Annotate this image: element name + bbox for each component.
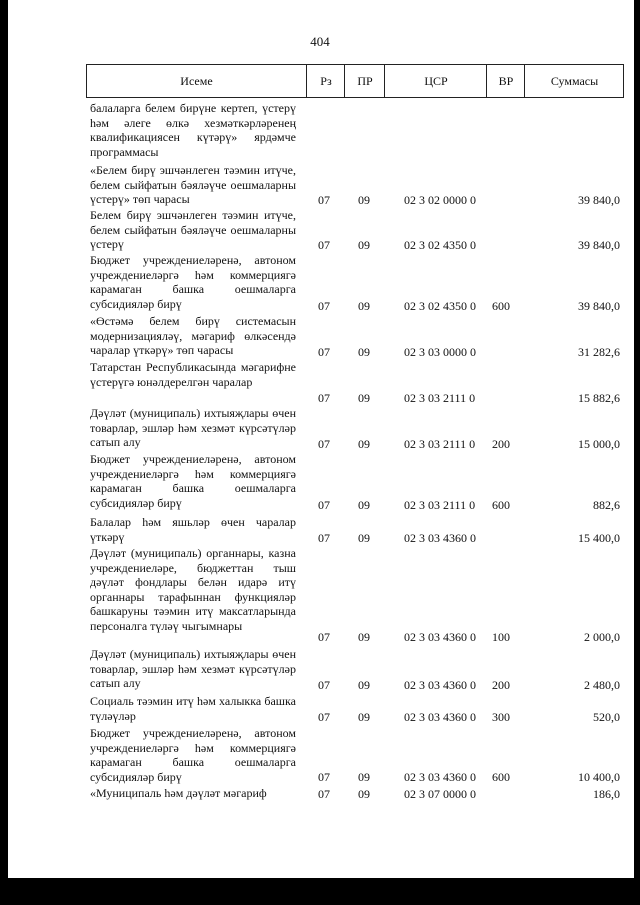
row-name: Социаль тәэмин итү һәм халыкка башка түләүләр: [90, 694, 296, 723]
row-name: Дәүләт (муниципаль) органнары, казна учреждениеләре, бюджеттан тыш дәүләт фондлары белән идарә итү органнары тарафыннан функцияләр башкаруны тәэмин итү максатларында персоналга түләү чыгымнары: [90, 546, 296, 633]
table-row: [90, 101, 622, 159]
row-vr: 600: [492, 498, 510, 512]
row-rz: 07: [318, 787, 330, 801]
table-row: [90, 515, 622, 545]
row-pr: 09: [358, 531, 370, 545]
scan-edge-left: [0, 0, 8, 905]
row-sum: 39 840,0: [578, 299, 620, 313]
row-sum: 520,0: [593, 710, 620, 724]
column-header-sum: Суммасы: [524, 65, 624, 97]
row-rz: 07: [318, 678, 330, 692]
row-name: Бюджет учреждениеләренә, автоном учреждениеләргә һәм коммерциягә карамаган башка оешмаларга субсидияләр бирү: [90, 452, 296, 510]
row-sum: 2 000,0: [584, 630, 620, 644]
row-rz: 07: [318, 299, 330, 313]
row-name: Белем бирү эшчәнлеген тәэмин итүче, белем сыйфатын бәяләүче оешмаларны үстерү: [90, 208, 296, 251]
table-row: [90, 726, 622, 784]
row-sum: 10 400,0: [578, 770, 620, 784]
row-csr: 02 3 03 2111 0: [404, 437, 476, 451]
row-pr: 09: [358, 498, 370, 512]
row-rz: 07: [318, 193, 330, 207]
page-number: 404: [310, 34, 330, 49]
row-vr: 100: [492, 630, 510, 644]
row-pr: 09: [358, 787, 370, 801]
row-pr: 09: [358, 710, 370, 724]
row-rz: 07: [318, 238, 330, 252]
row-csr: 02 3 03 4360 0: [404, 678, 476, 692]
row-pr: 09: [358, 678, 370, 692]
scan-edge-right: [634, 0, 640, 905]
row-name: балаларга белем бирүне кертеп, үстерү һәм әлеге өлкә хезмәткәрләренең квалификациясен күтәрү» ярдәмче программасы: [90, 101, 296, 159]
row-rz: 07: [318, 531, 330, 545]
row-pr: 09: [358, 193, 370, 207]
row-sum: 15 882,6: [578, 391, 620, 405]
row-csr: 02 3 03 0000 0: [404, 345, 476, 359]
row-rz: 07: [318, 770, 330, 784]
row-pr: 09: [358, 630, 370, 644]
row-csr: 02 3 03 2111 0: [404, 498, 476, 512]
row-vr: 200: [492, 437, 510, 451]
row-rz: 07: [318, 498, 330, 512]
table-row: [90, 647, 622, 692]
row-pr: 09: [358, 345, 370, 359]
row-name: Бюджет учреждениеләренә, автоном учреждениеләргә һәм коммерциягә карамаган башка оешмаларга субсидияләр бирү: [90, 726, 296, 784]
table-row: [90, 163, 622, 207]
row-csr: 02 3 03 4360 0: [404, 630, 476, 644]
table-row: [90, 546, 622, 644]
row-vr: 600: [492, 770, 510, 784]
row-csr: 02 3 03 4360 0: [404, 710, 476, 724]
column-header-csr: ЦСР: [384, 65, 487, 97]
row-sum: 39 840,0: [578, 193, 620, 207]
row-name: Дәүләт (муниципаль) ихтыяҗлары өчен товарлар, эшләр һәм хезмәт күрсәтүләр сатып алу: [90, 647, 296, 690]
scan-edge-bottom: [0, 878, 640, 905]
row-csr: 02 3 02 4350 0: [404, 238, 476, 252]
row-sum: 2 480,0: [584, 678, 620, 692]
row-sum: 31 282,6: [578, 345, 620, 359]
row-sum: 39 840,0: [578, 238, 620, 252]
table-row: [90, 208, 622, 252]
column-header-pr: ПР: [344, 65, 385, 97]
table-row: [90, 406, 622, 451]
table-header: [86, 64, 624, 98]
row-name: «Өстәмә белем бирү системасын модернизацияләү, мәгариф өлкәсендә чаралар үткәрү» төп чарасы: [90, 314, 296, 357]
row-pr: 09: [358, 770, 370, 784]
row-rz: 07: [318, 710, 330, 724]
row-name: Балалар һәм яшьләр өчен чаралар үткәрү: [90, 515, 296, 544]
row-csr: 02 3 02 4350 0: [404, 299, 476, 313]
row-name: «Белем бирү эшчәнлеген тәэмин итүче, белем сыйфатын бәяләүче оешмаларны үстерү» төп чарасы: [90, 163, 296, 206]
row-rz: 07: [318, 391, 330, 405]
row-sum: 186,0: [593, 787, 620, 801]
row-name: Татарстан Республикасында мәгарифне үстерүгә юнәлдерелгән чаралар: [90, 360, 296, 389]
row-name: «Муниципаль һәм дәүләт мәгариф: [90, 786, 267, 800]
row-rz: 07: [318, 437, 330, 451]
table-row: [90, 314, 622, 359]
row-rz: 07: [318, 630, 330, 644]
row-vr: 300: [492, 710, 510, 724]
row-name: Бюджет учреждениеләренә, автоном учреждениеләргә һәм коммерциягә карамаган башка оешмаларга субсидияләр бирү: [90, 253, 296, 311]
table-row: [90, 694, 622, 724]
column-header-vr: ВР: [486, 65, 525, 97]
row-pr: 09: [358, 238, 370, 252]
column-header-rz: Рз: [306, 65, 345, 97]
row-vr: 600: [492, 299, 510, 313]
table-row: [90, 253, 622, 313]
row-csr: 02 3 03 4360 0: [404, 531, 476, 545]
row-pr: 09: [358, 437, 370, 451]
row-sum: 15 400,0: [578, 531, 620, 545]
row-vr: 200: [492, 678, 510, 692]
row-csr: 02 3 03 4360 0: [404, 770, 476, 784]
table-row: [90, 786, 622, 801]
row-sum: 882,6: [593, 498, 620, 512]
row-csr: 02 3 02 0000 0: [404, 193, 476, 207]
row-pr: 09: [358, 299, 370, 313]
row-sum: 15 000,0: [578, 437, 620, 451]
row-csr: 02 3 07 0000 0: [404, 787, 476, 801]
row-name: Дәүләт (муниципаль) ихтыяҗлары өчен товарлар, эшләр һәм хезмәт күрсәтүләр сатып алу: [90, 406, 296, 449]
row-pr: 09: [358, 391, 370, 405]
table-row: [90, 360, 622, 405]
row-rz: 07: [318, 345, 330, 359]
row-csr: 02 3 03 2111 0: [404, 391, 476, 405]
column-header-name: Исеме: [180, 74, 213, 88]
table-row: [90, 452, 622, 512]
